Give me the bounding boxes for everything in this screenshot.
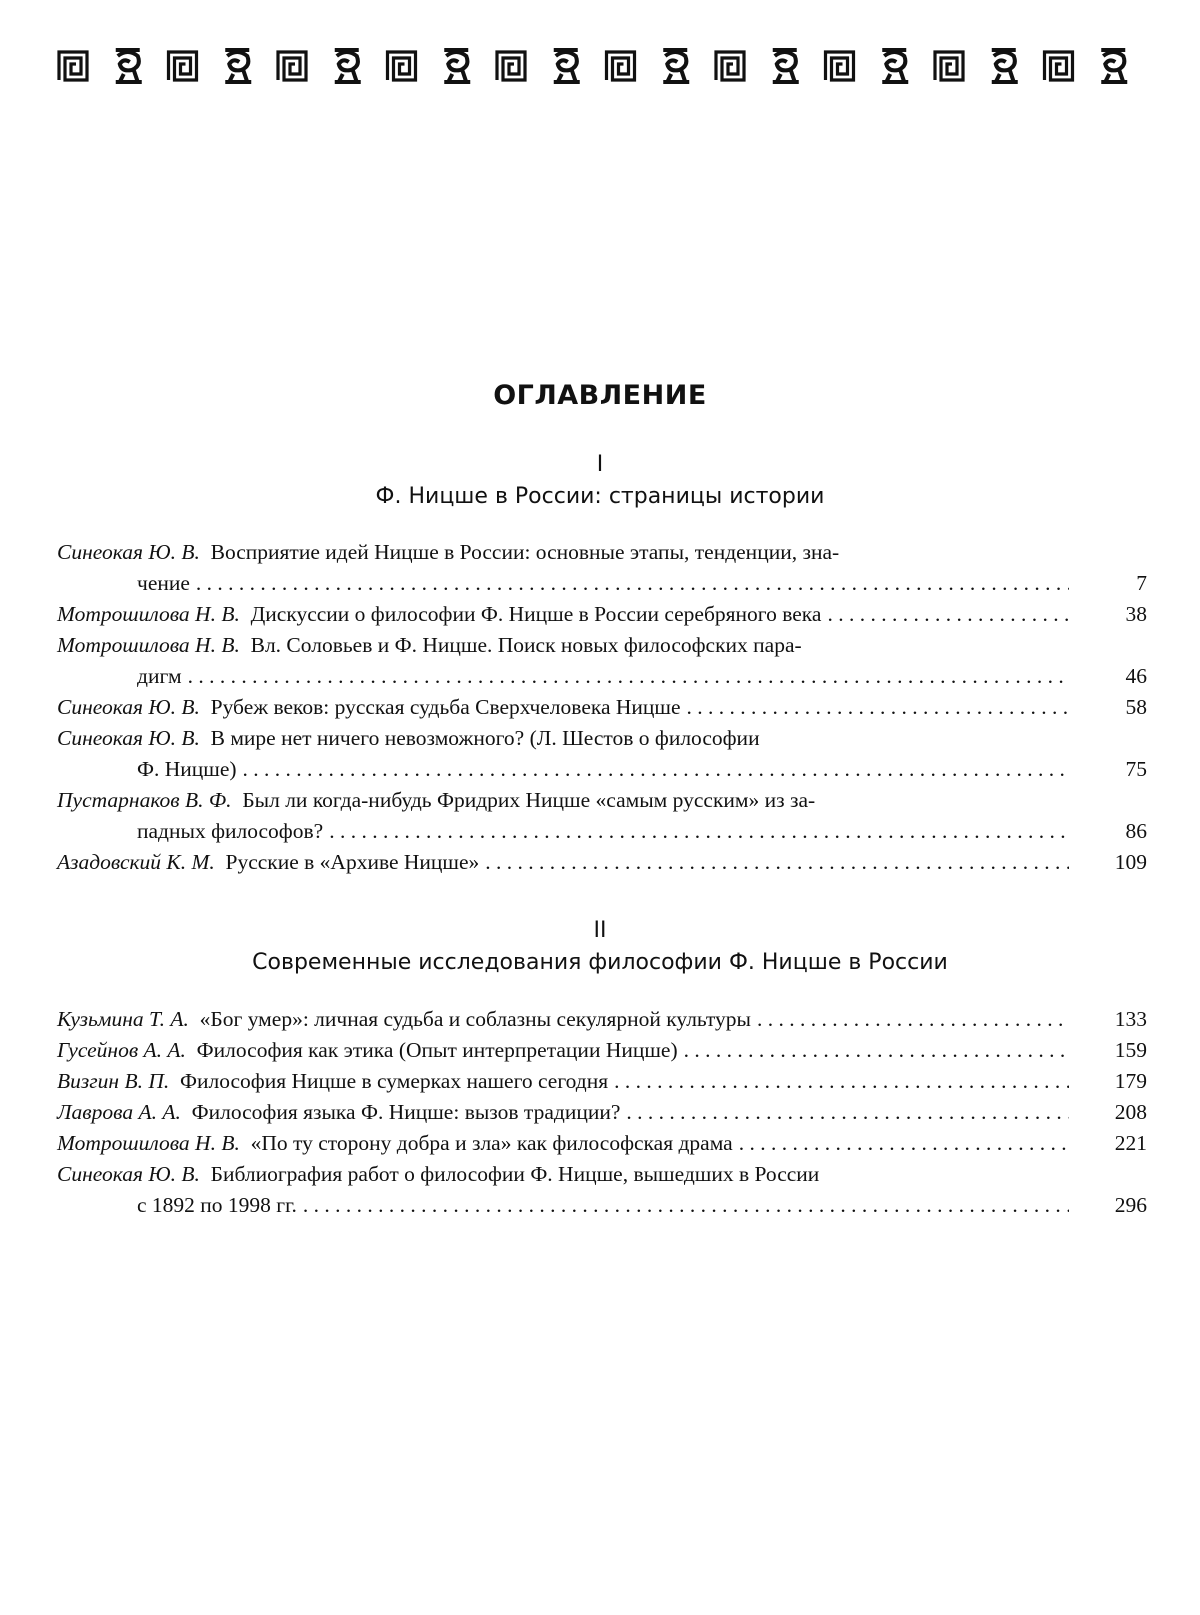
toc-entry	[57, 599, 1147, 630]
leader-dots	[757, 1004, 1069, 1035]
entry-author: Синеокая Ю. В.	[57, 726, 200, 750]
section-title: Современные исследования философии Ф. Ницше в России	[252, 950, 948, 975]
entry-title: Был ли когда-нибудь Фридрих Ницше «самым русским» из за-	[242, 788, 816, 812]
leader-dots	[485, 847, 1069, 878]
entry-title-continued: падных философов?	[137, 819, 324, 843]
toc-entry	[57, 537, 1147, 599]
page-number: 46	[1125, 664, 1147, 688]
page-number: 208	[1114, 1100, 1147, 1124]
leader-dots	[739, 1128, 1069, 1159]
entry-title: Дискуссии о философии Ф. Ницше в России серебряного века	[250, 602, 822, 626]
toc-list	[57, 537, 1147, 878]
greek-key-motif-icon	[169, 52, 197, 80]
page-number: 7	[1136, 571, 1147, 595]
leader-dots	[626, 1097, 1069, 1128]
leaf-motif-icon	[225, 50, 251, 82]
entry-title: Библиография работ о философии Ф. Ницше, вышедших в России	[210, 1162, 820, 1186]
greek-key-motif-icon	[1045, 52, 1073, 80]
leader-dots	[614, 1066, 1069, 1097]
page-number: 179	[1114, 1069, 1147, 1093]
leaf-motif-icon	[882, 50, 908, 82]
entry-author: Мотрошилова Н. В.	[57, 602, 240, 626]
entry-title-continued: дигм	[137, 664, 182, 688]
leader-dots	[827, 599, 1069, 630]
entry-author: Мотрошилова Н. В.	[57, 633, 240, 657]
entry-author: Синеокая Ю. В.	[57, 540, 200, 564]
toc-entry	[57, 785, 1147, 847]
leaf-motif-icon	[335, 50, 361, 82]
toc-entry	[57, 1097, 1147, 1128]
toc-entry	[57, 630, 1147, 692]
leader-dots	[196, 568, 1069, 599]
toc-list	[57, 1004, 1147, 1221]
entry-title: Философия Ницше в сумерках нашего сегодня	[180, 1069, 609, 1093]
entry-author: Лаврова А. А.	[57, 1100, 181, 1124]
toc-entry	[57, 1035, 1147, 1066]
entry-title: Философия языка Ф. Ницше: вызов традиции?	[191, 1100, 621, 1124]
entry-title: Вл. Соловьев и Ф. Ницше. Поиск новых философских пара-	[250, 633, 802, 657]
entry-title-continued: Ф. Ницше)	[137, 757, 237, 781]
page-number: 109	[1114, 850, 1147, 874]
entry-title: В мире нет ничего невозможного? (Л. Шестов о философии	[210, 726, 760, 750]
greek-key-motif-icon	[826, 52, 854, 80]
leaf-motif-icon	[663, 50, 689, 82]
entry-title: Философия как этика (Опыт интерпретации Ницше)	[196, 1038, 678, 1062]
toc-entry	[57, 1159, 1147, 1221]
toc-entry	[57, 1066, 1147, 1097]
greek-key-motif-icon	[278, 52, 306, 80]
entry-title-continued: с 1892 по 1998 гг.	[137, 1193, 297, 1217]
page-number: 58	[1125, 695, 1147, 719]
toc-entry	[57, 692, 1147, 723]
greek-key-border-icon	[55, 46, 1150, 86]
entry-author: Мотрошилова Н. В.	[57, 1131, 240, 1155]
page-number: 296	[1114, 1193, 1147, 1217]
greek-key-motif-icon	[607, 52, 635, 80]
entry-author: Синеокая Ю. В.	[57, 695, 200, 719]
section-number: II	[593, 918, 607, 943]
leaf-motif-icon	[554, 50, 580, 82]
greek-key-motif-icon	[935, 52, 963, 80]
entry-title: Рубеж веков: русская судьба Сверхчеловека Ницше	[210, 695, 681, 719]
page-number: 159	[1114, 1038, 1147, 1062]
entry-author: Синеокая Ю. В.	[57, 1162, 200, 1186]
toc-entry	[57, 847, 1147, 878]
entry-title: «По ту сторону добра и зла» как философская драма	[250, 1131, 733, 1155]
entry-author: Азадовский К. М.	[57, 850, 215, 874]
page-number: 86	[1125, 819, 1147, 843]
leaf-motif-icon	[444, 50, 470, 82]
section-number: I	[596, 452, 604, 477]
page-number: 221	[1114, 1131, 1147, 1155]
leaf-motif-icon	[773, 50, 799, 82]
entry-author: Пустарнаков В. Ф.	[57, 788, 232, 812]
greek-key-motif-icon	[59, 52, 87, 80]
greek-key-motif-icon	[388, 52, 416, 80]
greek-key-motif-icon	[716, 52, 744, 80]
entry-author: Гусейнов А. А.	[57, 1038, 186, 1062]
entry-title: Восприятие идей Ницше в России: основные этапы, тенденции, зна-	[210, 540, 840, 564]
toc-entry	[57, 1004, 1147, 1035]
leader-dots	[188, 661, 1069, 692]
entry-author: Визгин В. П.	[57, 1069, 170, 1093]
section-title: Ф. Ницше в России: страницы истории	[375, 484, 825, 509]
leader-dots	[687, 692, 1069, 723]
leaf-motif-icon	[1101, 50, 1127, 82]
leader-dots	[684, 1035, 1069, 1066]
leaf-motif-icon	[116, 50, 142, 82]
entry-title: Русские в «Архиве Ницше»	[225, 850, 480, 874]
entry-title-continued: чение	[137, 571, 190, 595]
leader-dots	[243, 754, 1069, 785]
page-number: 75	[1125, 757, 1147, 781]
page-number: 38	[1125, 602, 1147, 626]
leader-dots	[329, 816, 1069, 847]
entry-author: Кузьмина Т. А.	[57, 1007, 189, 1031]
page-title: ОГЛАВЛЕНИЕ	[493, 380, 707, 411]
toc-entry	[57, 723, 1147, 785]
entry-title: «Бог умер»: личная судьба и соблазны секулярной культуры	[199, 1007, 751, 1031]
page-number: 133	[1114, 1007, 1147, 1031]
leaf-motif-icon	[992, 50, 1018, 82]
leader-dots	[303, 1190, 1069, 1221]
greek-key-motif-icon	[497, 52, 525, 80]
toc-entry	[57, 1128, 1147, 1159]
